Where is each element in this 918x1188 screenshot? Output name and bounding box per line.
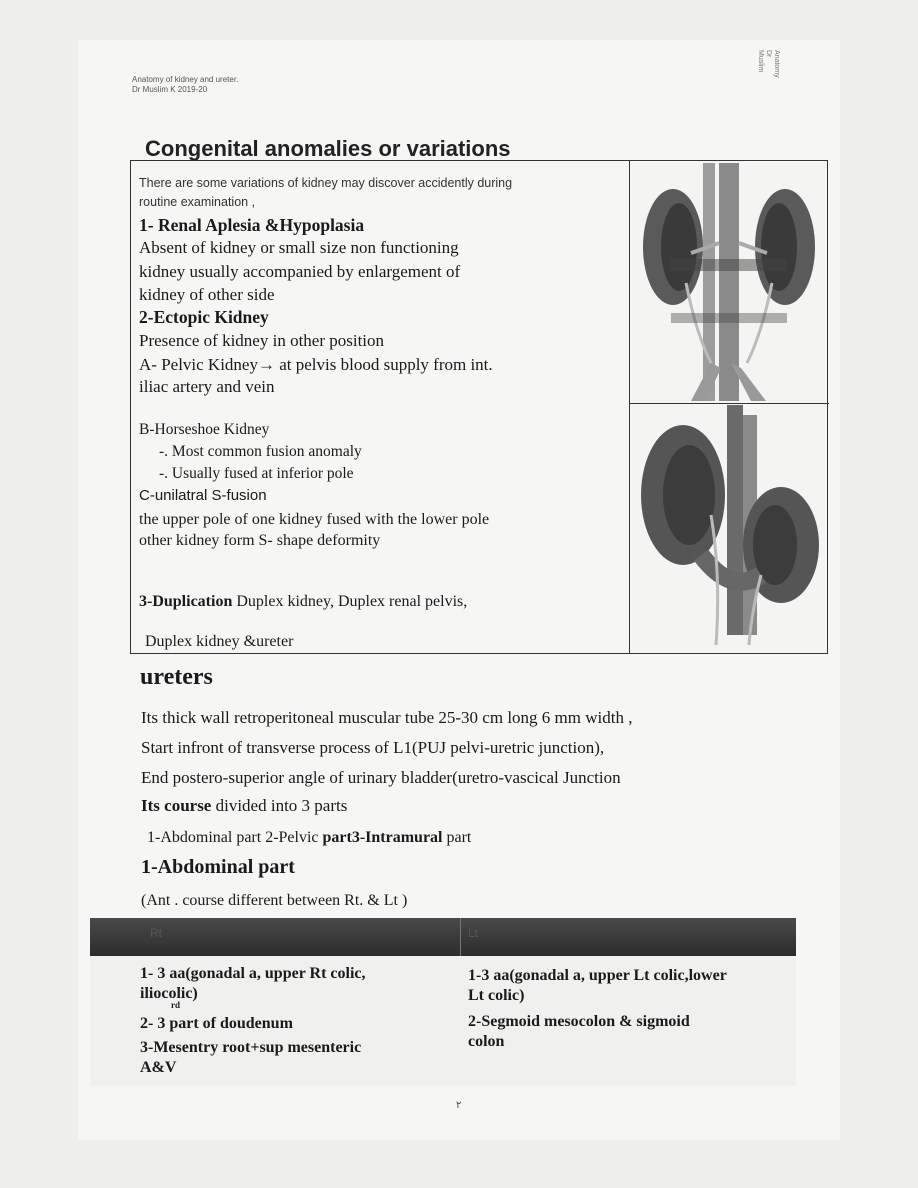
comparison-table-header <box>90 918 796 956</box>
duplication-line-1 <box>139 593 467 611</box>
parts-text-b: part3-Intramural <box>322 829 443 846</box>
lt-line-1: 1-3 aa(gonadal a, upper Lt colic,lower <box>468 967 727 984</box>
rt-line-1: 1- 3 aa(gonadal a, upper Rt colic, <box>140 965 366 982</box>
intro-line-1: There are some variations of kidney may discover accidently during <box>139 176 513 190</box>
box-divider-horizontal <box>629 403 829 404</box>
ureters-line-2: Start infront of transverse process of L1(PUJ pelvi-uretric junction), <box>141 738 605 757</box>
parts-text-a: 1-Abdominal part 2-Pelvic <box>147 829 323 846</box>
document-header <box>132 75 238 95</box>
lt-line-3: 2-Segmoid mesocolon & sigmoid <box>468 1013 690 1030</box>
parts-text-c: part <box>442 829 472 846</box>
horseshoe-heading: B-Horseshoe Kidney <box>139 421 270 438</box>
ureters-title: ureters <box>140 664 213 690</box>
horseshoe-line-2: -. Usually fused at inferior pole <box>159 465 354 482</box>
lt-line-4: colon <box>468 1033 505 1050</box>
course-label: Its course <box>141 796 212 815</box>
rt-line-2: iliocolic) <box>140 985 198 1002</box>
renal-aplesia-line-1: Absent of kidney or small size non functioning <box>139 238 459 257</box>
header-lt: Lt <box>468 926 479 940</box>
box-divider-vertical <box>629 161 630 653</box>
course-text: divided into 3 parts <box>211 796 348 815</box>
horseshoe-line-1: -. Most common fusion anomaly <box>159 443 362 460</box>
congenital-box <box>130 160 828 654</box>
rt-line-5: A&V <box>140 1059 177 1076</box>
s-fusion-line-2: other kidney form S- shape deformity <box>139 532 381 549</box>
ureters-line-3: End postero-superior angle of urinary bladder(uretro-vascical Junction <box>141 768 621 787</box>
intro-line-2: routine examination , <box>139 195 256 209</box>
kidney-illustration-horseshoe <box>631 405 827 653</box>
renal-aplesia-line-3: kidney of other side <box>139 285 275 304</box>
rt-superscript: rd <box>171 1000 180 1010</box>
rt-line-3: 2- 3 part of doudenum <box>140 1015 293 1032</box>
corner-mark: Anatomy Dr Muslim <box>757 50 780 78</box>
page-number: ٢ <box>456 1100 462 1111</box>
renal-aplesia-heading: 1- Renal Aplesia &Hypoplasia <box>139 215 365 235</box>
duplication-text: Duplex kidney, Duplex renal pelvis, <box>232 593 468 610</box>
header-author: Dr Muslim K 2019-20 <box>132 85 208 94</box>
s-fusion-line-1: the upper pole of one kidney fused with the lower pole <box>139 511 490 528</box>
ectopic-line-3: iliac artery and vein <box>139 377 275 396</box>
header-rt: Rt <box>150 926 162 940</box>
header-title: Anatomy of kidney and ureter. <box>132 75 239 84</box>
abdominal-part-heading: 1-Abdominal part <box>141 856 295 878</box>
ureters-line-5 <box>147 829 471 847</box>
s-fusion-heading: C-unilatral S-fusion <box>139 487 267 504</box>
kidney-illustration-normal <box>631 163 827 401</box>
lt-line-2: Lt colic) <box>468 987 525 1004</box>
ureters-line-4 <box>141 796 347 816</box>
ureters-line-6: (Ant . course different between Rt. & Lt ) <box>141 892 408 909</box>
ectopic-line-1: Presence of kidney in other position <box>139 331 385 350</box>
congenital-section-title: Congenital anomalies or variations <box>145 136 511 161</box>
rt-line-4: 3-Mesentry root+sup mesenteric <box>140 1039 362 1056</box>
renal-aplesia-line-2: kidney usually accompanied by enlargement of <box>139 262 461 281</box>
header-separator <box>460 918 461 956</box>
comparison-table-body <box>90 956 796 1086</box>
ectopic-line-2: A- Pelvic Kidney→ at pelvis blood supply from int. <box>139 355 493 374</box>
duplication-heading: 3-Duplication <box>139 593 233 610</box>
ureters-line-1: Its thick wall retroperitoneal muscular tube 25-30 cm long 6 mm width , <box>141 708 633 727</box>
duplication-line-2: Duplex kidney &ureter <box>145 633 294 650</box>
ectopic-kidney-heading: 2-Ectopic Kidney <box>139 307 269 327</box>
